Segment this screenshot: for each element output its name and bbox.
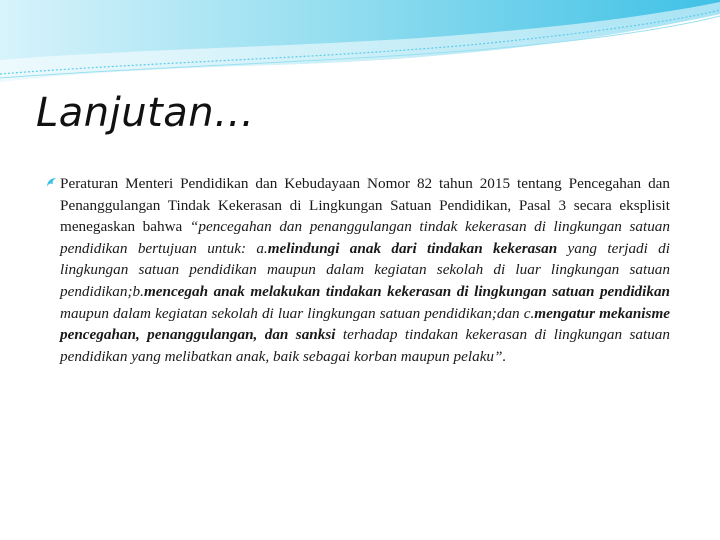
intro-text: Peraturan Menteri Pendidikan dan Kebudayaan Nomor 82 tahun 2015 tentang Pencegahan dan Penanggulangan Tindak Kekerasan di Lingkungan Satuan Pendidikan, Pasal 3 secara eksplisit menegaskan bahwa bbox=[60, 175, 670, 236]
point-a-bold: melindungi anak dari tindakan kekerasan bbox=[267, 239, 558, 257]
point-b-bold: mencegah anak melakukan tindakan kekerasan di lingkungan satuan pendidikan bbox=[143, 282, 670, 300]
header-wave-decoration bbox=[0, 0, 720, 90]
regulation-text bbox=[60, 173, 670, 367]
bullet-paragraph bbox=[44, 173, 670, 367]
point-c-bold: mengatur mekanisme pencegahan, penanggulangan, dan sanksi bbox=[60, 304, 670, 344]
quote-text: “pencegahan dan penanggulangan tindak kekerasan di lingkungan satuan pendidikan bertujuan untuk: a.melindungi anak dari tindakan kekerasan yang terjadi di lingkungan satuan pendidikan maupun dalam kegiatan sekolah di luar lingkungan satuan pendidikan;b.mencegah anak melakukan tindakan kekerasan di lingkungan satuan pendidikan maupun dalam kegiatan sekolah di luar lingkungan satuan pendidikan;dan c.mengatur mekanisme pencegahan, penanggulangan, dan sanksi terhadap tindakan kekerasan di lingkungan satuan pendidikan yang melibatkan anak, baik sebagai korban maupun pelaku”. bbox=[60, 218, 670, 365]
curl-bullet-icon bbox=[44, 175, 60, 191]
slide-title: Lanjutan… bbox=[36, 90, 255, 136]
